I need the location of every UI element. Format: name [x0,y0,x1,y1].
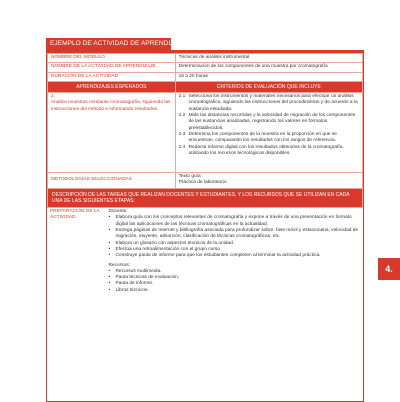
descripcion-banner: DESCRIPCIÓN DE LAS TAREAS QUE REALIZAN DOCENTES Y ESTUDIANTES, Y LOS RECURSOS QUE SE UTILIZAN EN CADA UNA DE LAS SIGUIENTES ETAPAS: [48,188,363,207]
list-item: • Pauta de informe. [108,281,360,287]
section-header: EJEMPLO DE ACTIVIDAD DE APRENDIZAJE [46,38,171,50]
preparacion-label: PREPARACIÓN DE LA ACTIVIDAD [50,209,100,221]
docente-label: Docente: [108,209,128,215]
criterios-header: CRITERIOS DE EVALUACIÓN QUE INCLUYE [175,81,362,92]
metodologia-item: Texto guía [178,174,201,180]
list-item: • Pauta técnicas de evaluación. [108,275,360,281]
criterio-number: 2.3 [178,131,186,137]
aprendizaje-text: Analiza muestras mediante cromatografía, siguiendo las instrucciones del método e informando resultados. [51,100,171,112]
info-row-module [48,54,363,63]
criterio-text: Determina los componentes de la muestra en la proporción en que se encuentran, comparando los resultados con los rangos de referencia. [188,131,337,144]
chapter-tab: 4. [378,258,400,280]
list-item: • Entrega páginas de Internet y bibliografía asociada para profundizar sobre: fase móvil y estacionaria, velocidad de migración, eluyente, adsorción, clasificación de técnicas cromatográficas, etc. [108,228,360,241]
module-name-label: NOMBRE DEL MÓDULO [48,54,176,63]
list-item: • Recursos multimedia. [108,269,360,275]
activity-table [47,53,363,208]
criterio-item [179,94,359,113]
list-item: • Elabora un glosario con aspectos técnicos de la unidad. [108,241,360,247]
list-item: • Construye pauta de informe para que los estudiantes completen al terminar la actividad práctica. [108,253,360,259]
learning-row [48,93,363,173]
criterio-item [179,145,359,158]
criterio-text: Selecciona los instrumentos y materiales necesarios para efectuar un análisis cromatográfico, siguiendo las instrucciones del procedimiento y de acuerdo a la sustancia estudiada. [188,94,358,112]
recursos-label: Recursos: [108,262,131,268]
criterio-number: 2.2 [178,113,186,119]
criterios-cell [175,93,362,173]
activity-table-frame [46,52,364,402]
aprendizaje-number: 2. [51,94,56,100]
aprendizajes-header: APRENDIZAJES ESPERADOS [48,81,176,92]
descripcion-row [48,188,363,207]
docente-task-list [108,215,360,259]
criterio-number: 2.1 [178,94,186,100]
activity-name-value: Determinación de los componentes de una muestra por cromatografía [175,63,362,72]
activity-sheet [46,38,364,400]
preparacion-row [47,208,363,295]
duration-label: DURACIÓN DE LA ACTIVIDAD [48,72,176,81]
info-row-activity [48,63,363,72]
module-name-value: Técnicas de análisis instrumental [175,54,362,63]
column-header-row [48,81,363,92]
duration-value: 16 a 20 horas [175,72,362,81]
list-item: • Efectúa una retroalimentación con el grupo curso. [108,247,360,253]
metodologias-row [48,173,363,189]
criterio-item [179,113,359,132]
metodologias-label: METODOLOGÍAS SELECCIONADAS [48,173,176,189]
metodologias-cell [175,173,362,189]
activity-name-label: NOMBRE DE LA ACTIVIDAD DE APRENDIZAJE [48,63,176,72]
recursos-list [108,269,360,294]
criterio-text: Redacta informe digital con los resultados obtenidos de la cromatografía, utilizando los recursos tecnológicos disponibles. [188,144,344,156]
criterio-item [179,132,359,145]
preparacion-table [47,208,363,295]
list-item: • Libros técnicos. [108,288,360,294]
list-item: • Elabora guía con los conceptos relevantes de cromatografía y expone a través de una presentación en formato digital las aplicaciones de las técnicas cromatográficas en la actualidad. [108,215,360,228]
criterio-text: Mide las distancias recorridas y la velocidad de migración de los componentes de las sustancias analizadas, registrando los valores en formatos preestablecidos. [188,113,356,131]
aprendizaje-cell [48,93,176,173]
metodologia-item: Práctica de laboratorio [178,180,227,186]
criterio-number: 2.4 [178,144,186,150]
preparacion-content [105,208,363,295]
info-row-duration [48,72,363,81]
